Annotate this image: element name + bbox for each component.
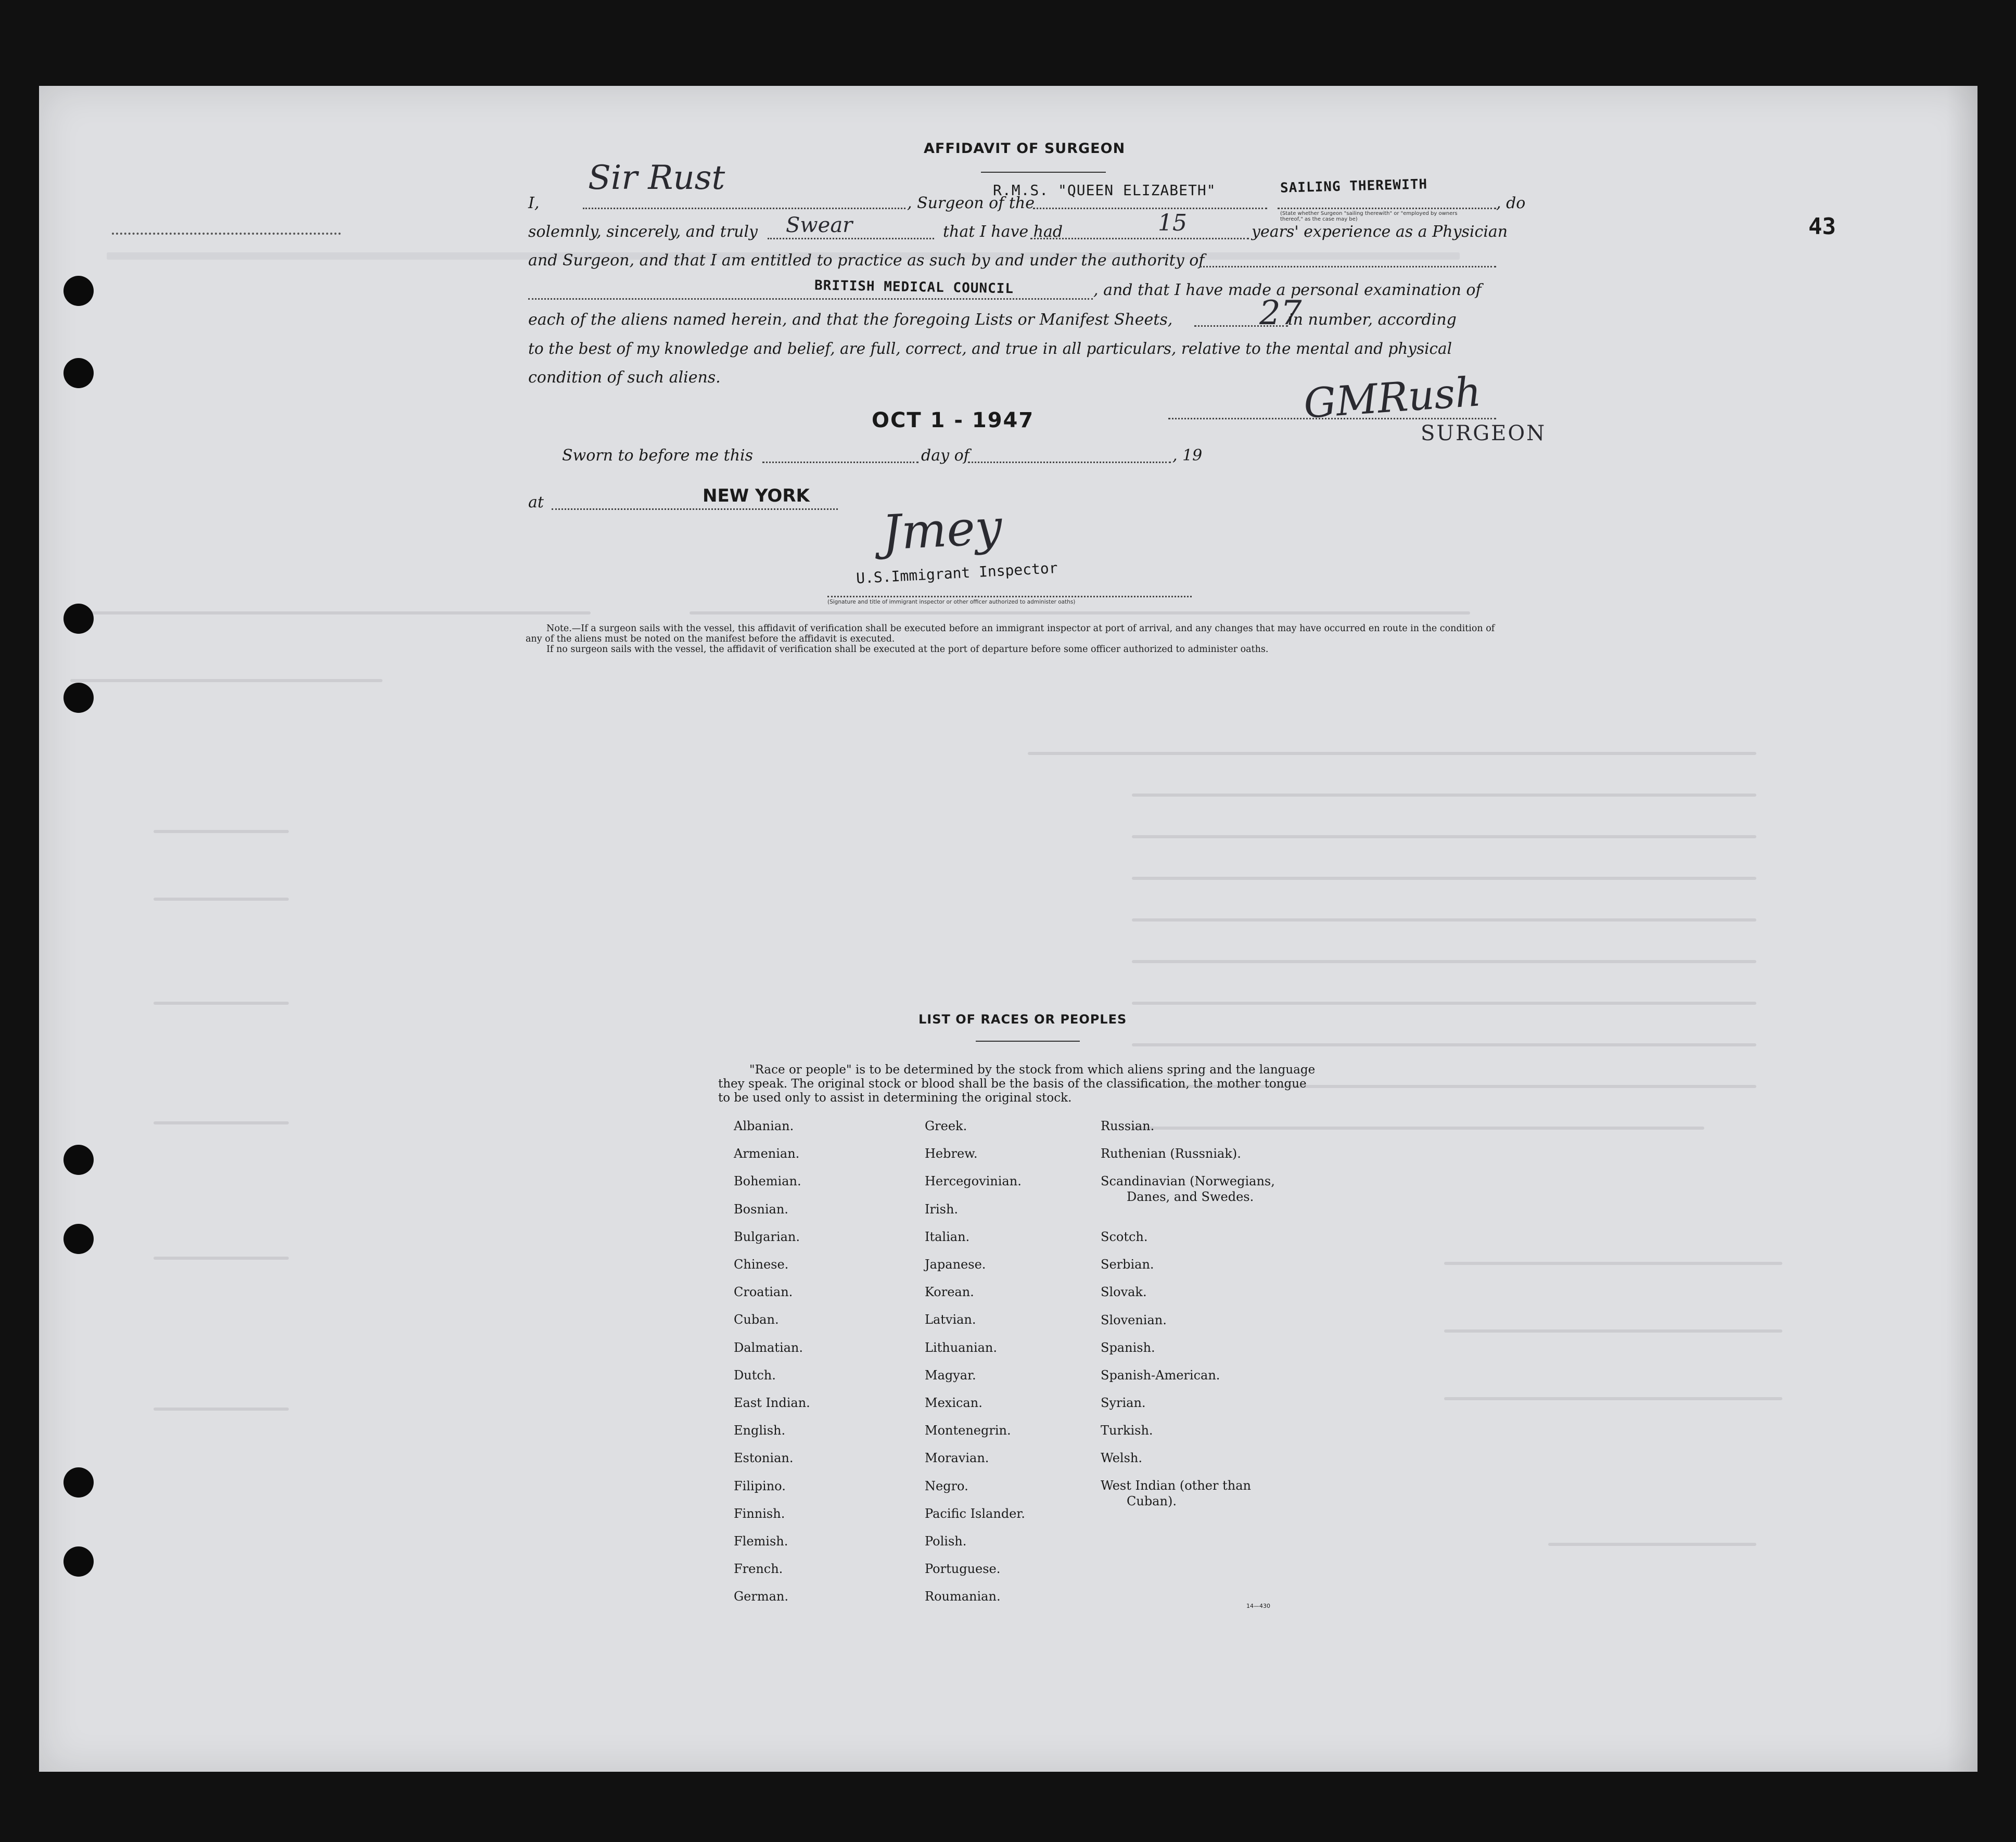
- ship-name-field: [1033, 208, 1267, 209]
- race-item: Albanian.: [734, 1119, 794, 1133]
- binder-hole: [63, 1224, 94, 1254]
- title-divider: [981, 172, 1106, 173]
- race-item: French.: [734, 1562, 783, 1577]
- years-text: years' experience as a Physician: [1252, 223, 1508, 241]
- at-label: at: [528, 493, 544, 511]
- bleed-through-mark: [1548, 1543, 1756, 1546]
- line2-lead: solemnly, sincerely, and truly: [528, 223, 758, 241]
- race-item: Estonian.: [734, 1451, 794, 1466]
- race-item: Negro.: [925, 1478, 968, 1493]
- race-item: Montenegrin.: [925, 1423, 1011, 1438]
- race-item: Moravian.: [925, 1451, 989, 1466]
- inspector-signature: Jmey: [881, 499, 1004, 561]
- race-item: Hebrew.: [925, 1146, 978, 1161]
- race-item: Polish.: [925, 1534, 967, 1549]
- page-edge-shadow: [1946, 86, 1977, 1772]
- swear-handwriting: Swear: [786, 213, 853, 237]
- bleed-through-mark: [70, 679, 382, 682]
- race-item: Spanish.: [1101, 1340, 1155, 1355]
- sworn-day-field: [762, 462, 918, 463]
- note-1: Note.—If a surgeon sails with the vessel, this affidavit of verification shall be executed before an immigrant inspector at port of arrival, and any changes that may have occurred en route in the condition of any of the aliens must be noted on the manifest before the affidavit is executed.: [526, 623, 1495, 644]
- sailing-note: (State whether Surgeon "sailing therewith" or "employed by owners thereof," as the case may be): [1280, 211, 1458, 222]
- bleed-through-mark: [1444, 1329, 1782, 1333]
- sworn-month-field: [968, 462, 1171, 463]
- page-number: 43: [1808, 213, 1836, 240]
- race-item: German.: [734, 1589, 788, 1604]
- race-item: Cuban.: [734, 1312, 779, 1327]
- bleed-through-mark: [154, 830, 289, 833]
- race-item: Ruthenian (Russniak).: [1101, 1146, 1241, 1161]
- bleed-through-mark: [1132, 1002, 1756, 1005]
- race-item: Magyar.: [925, 1367, 976, 1383]
- bleed-through-mark: [690, 611, 1470, 615]
- place-field: [552, 508, 838, 510]
- date-stamp: OCT 1 - 1947: [872, 408, 1035, 432]
- sworn-lead: Sworn to before me this: [562, 446, 754, 465]
- race-item: Slovenian.: [1101, 1313, 1167, 1327]
- race-item: Pacific Islander.: [925, 1506, 1025, 1521]
- line5-tail: in number, according: [1288, 311, 1457, 329]
- race-item: Hercegovinian.: [925, 1174, 1022, 1189]
- surgeon-title-handwriting: SURGEON: [1421, 421, 1547, 445]
- race-item: Turkish.: [1101, 1423, 1153, 1438]
- race-item: Slovak.: [1101, 1285, 1147, 1299]
- race-item: Cuban).: [1127, 1494, 1177, 1508]
- race-item: Scandinavian (Norwegians,: [1101, 1174, 1275, 1188]
- race-item: Chinese.: [734, 1257, 789, 1272]
- document-page: [39, 86, 1977, 1772]
- bleed-through-mark: [154, 1002, 289, 1005]
- binder-hole: [63, 1467, 94, 1498]
- race-item: Japanese.: [925, 1257, 986, 1272]
- race-item: Armenian.: [734, 1146, 800, 1161]
- race-item: Danes, and Swedes.: [1127, 1189, 1254, 1204]
- race-item: Portuguese.: [925, 1562, 1001, 1577]
- binder-hole: [63, 358, 94, 388]
- race-item: East Indian.: [734, 1396, 810, 1410]
- race-item: Bosnian.: [734, 1201, 788, 1217]
- race-item: English.: [734, 1423, 786, 1438]
- races-intro: "Race or people" is to be determined by the stock from which aliens spring and the language they speak. The original stock or blood shall be the basis of the classification, the mother tongue to be used only to assist in determining the original stock.: [718, 1063, 1316, 1105]
- year-prefix: , 19: [1172, 446, 1203, 465]
- race-item: Latvian.: [925, 1312, 976, 1327]
- bleed-through-mark: [1444, 1397, 1782, 1400]
- had-text: that I have had: [943, 223, 1063, 241]
- race-item: Mexican.: [925, 1396, 983, 1410]
- binder-hole: [63, 1145, 94, 1175]
- years-field: [1030, 238, 1249, 239]
- bleed-through-mark: [1132, 960, 1756, 963]
- bleed-through-mark: [1132, 794, 1756, 797]
- surgeon-name-handwriting: Sir Rust: [588, 159, 725, 197]
- line7-text: condition of such aliens.: [528, 368, 721, 387]
- form-number: 14—430: [1246, 1603, 1270, 1609]
- bleed-through-mark: [154, 1121, 289, 1124]
- race-item: Dutch.: [734, 1367, 776, 1383]
- race-item: Bulgarian.: [734, 1229, 800, 1244]
- race-item: Lithuanian.: [925, 1340, 998, 1355]
- race-item: Greek.: [925, 1119, 967, 1133]
- race-item: Bohemian.: [734, 1174, 801, 1189]
- bleed-through-mark: [1132, 877, 1756, 880]
- affidavit-title: AFFIDAVIT OF SURGEON: [924, 140, 1126, 157]
- races-title: LIST OF RACES OR PEOPLES: [918, 1012, 1127, 1027]
- bleed-through-mark: [154, 1257, 289, 1260]
- bleed-through-mark: [154, 898, 289, 901]
- race-item: Scotch.: [1101, 1230, 1148, 1244]
- race-item: Welsh.: [1101, 1451, 1142, 1465]
- races-title-divider: [976, 1041, 1080, 1042]
- do-text: , do: [1496, 194, 1526, 212]
- race-item: West Indian (other than: [1101, 1478, 1251, 1493]
- race-item: Spanish-American.: [1101, 1368, 1220, 1383]
- inspector-title-typed: U.S.Immigrant Inspector: [856, 559, 1058, 587]
- binder-hole: [63, 1546, 94, 1577]
- race-item: Finnish.: [734, 1506, 785, 1521]
- bleed-through-mark: [1132, 835, 1756, 838]
- line6-text: to the best of my knowledge and belief, are full, correct, and true in all particulars, relative to the mental and physical: [528, 340, 1452, 357]
- race-item: Croatian.: [734, 1285, 793, 1300]
- ship-name: R.M.S. "QUEEN ELIZABETH": [993, 182, 1216, 199]
- race-item: Korean.: [925, 1285, 974, 1300]
- surgeon-of-label: , Surgeon of the: [907, 194, 1035, 212]
- bleed-through-mark: [1444, 1262, 1782, 1265]
- authority-blank: [1200, 266, 1496, 267]
- binder-hole: [63, 276, 94, 306]
- swear-field: [768, 238, 934, 239]
- bleed-through-mark: [1132, 1043, 1756, 1046]
- place-stamp: NEW YORK: [703, 485, 810, 506]
- line3-text: and Surgeon, and that I am entitled to practice as such by and under the authority of: [528, 251, 1205, 270]
- race-item: Flemish.: [734, 1534, 788, 1549]
- authority-field: [528, 298, 1093, 300]
- race-item: Russian.: [1101, 1119, 1155, 1133]
- sheets-handwriting: 27: [1259, 294, 1302, 332]
- race-item: Irish.: [925, 1201, 959, 1217]
- bleed-through-mark: [112, 233, 341, 235]
- race-item: Roumanian.: [925, 1589, 1001, 1604]
- bleed-through-mark: [1132, 1127, 1704, 1130]
- line1-lead: I,: [528, 194, 540, 212]
- line5-lead: each of the aliens named herein, and that the foregoing Lists or Manifest Sheets,: [528, 311, 1173, 329]
- binder-hole: [63, 683, 94, 713]
- race-item: Syrian.: [1101, 1396, 1146, 1410]
- race-item: Filipino.: [734, 1478, 786, 1493]
- bleed-through-mark: [1028, 752, 1756, 755]
- years-handwriting: 15: [1158, 210, 1187, 236]
- inspector-caption: (Signature and title of immigrant inspector or other officer authorized to administer oaths): [827, 599, 1076, 605]
- inspector-signature-line: [827, 596, 1192, 597]
- race-item: Dalmatian.: [734, 1340, 803, 1355]
- authority-name: BRITISH MEDICAL COUNCIL: [814, 277, 1014, 297]
- race-item: Serbian.: [1101, 1257, 1154, 1272]
- bleed-through-mark: [70, 611, 591, 615]
- sailing-status: SAILING THEREWITH: [1280, 176, 1428, 196]
- sailing-status-field: [1278, 208, 1496, 209]
- bleed-through-mark: [1132, 918, 1756, 922]
- surgeon-signature: GMRush: [1302, 368, 1483, 428]
- race-item: Italian.: [925, 1229, 970, 1244]
- surgeon-name-field: [583, 208, 905, 209]
- binder-hole: [63, 604, 94, 634]
- note-2: If no surgeon sails with the vessel, the affidavit of verification shall be executed at the port of departure before some officer authorized to administer oaths.: [546, 644, 1269, 655]
- bleed-through-mark: [154, 1408, 289, 1411]
- day-of-label: day of: [921, 446, 969, 465]
- line4-text: , and that I have made a personal examination of: [1093, 281, 1482, 299]
